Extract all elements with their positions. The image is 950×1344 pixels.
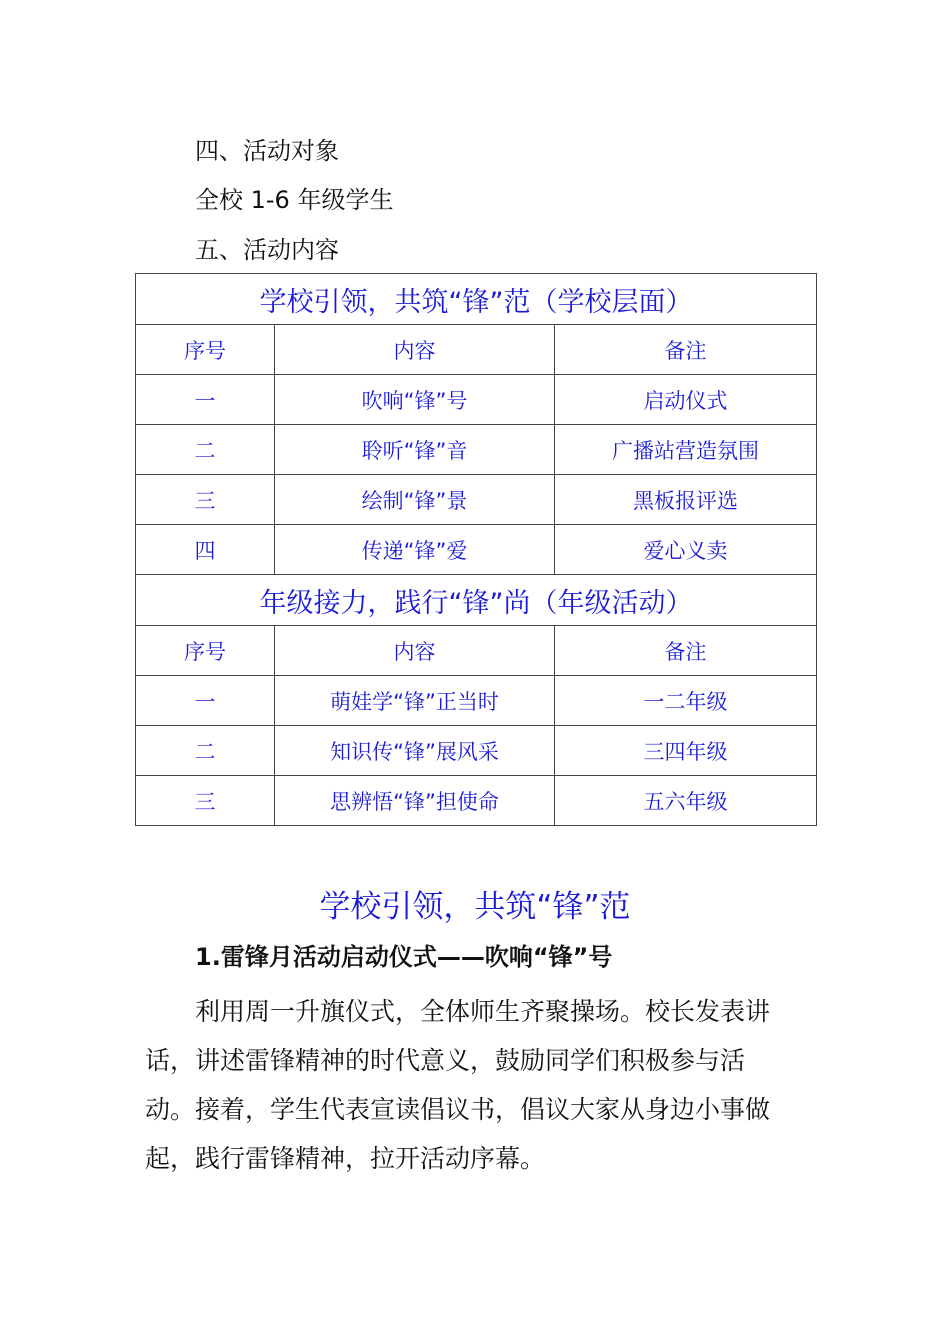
school-band-row <box>136 274 817 325</box>
row-notes-cell: 黑板报评选 <box>555 475 817 525</box>
table-row <box>136 475 817 525</box>
row-notes-cell: 五六年级 <box>555 776 817 826</box>
row-notes-cell: 爱心义卖 <box>555 525 817 575</box>
activity-content-table <box>135 273 817 826</box>
header-cell-index: 序号 <box>136 325 275 375</box>
school-band-title: 学校引领，共筑“锋”范（学校层面） <box>136 274 817 325</box>
row-index-cell: 二 <box>136 425 275 475</box>
row-content-cell: 聆听“锋”音 <box>275 425 555 475</box>
row-index-cell: 一 <box>136 375 275 425</box>
table-row <box>136 676 817 726</box>
row-content-cell: 吹响“锋”号 <box>275 375 555 425</box>
section-5-title: 五、活动内容 <box>195 236 339 264</box>
body-line: 利用周一升旗仪式，全体师生齐聚操场。校长发表讲 <box>195 997 771 1026</box>
row-content-cell: 知识传“锋”展风采 <box>275 726 555 776</box>
item-1-body <box>145 987 815 1183</box>
target-audience-text: 全校 1-6 年级学生 <box>195 186 394 214</box>
grade-band-title: 年级接力，践行“锋”尚（年级活动） <box>136 575 817 626</box>
body-line: 话，讲述雷锋精神的时代意义，鼓励同学们积极参与活 <box>145 1046 746 1075</box>
header-cell-notes: 备注 <box>555 626 817 676</box>
item-1-title: 1.雷锋月活动启动仪式——吹响“锋”号 <box>195 943 613 971</box>
table-row <box>136 776 817 826</box>
body-line: 起，践行雷锋精神，拉开活动序幕。 <box>145 1144 546 1173</box>
table-row <box>136 425 817 475</box>
table-row <box>136 375 817 425</box>
school-section-heading: 学校引领，共筑“锋”范 <box>319 889 631 925</box>
row-index-cell: 一 <box>136 676 275 726</box>
row-content-cell: 萌娃学“锋”正当时 <box>275 676 555 726</box>
table-row <box>136 525 817 575</box>
row-index-cell: 三 <box>136 776 275 826</box>
school-header-row <box>136 325 817 375</box>
header-cell-content: 内容 <box>275 325 555 375</box>
row-content-cell: 传递“锋”爱 <box>275 525 555 575</box>
row-notes-cell: 启动仪式 <box>555 375 817 425</box>
row-notes-cell: 三四年级 <box>555 726 817 776</box>
grade-header-row <box>136 626 817 676</box>
table-row <box>136 726 817 776</box>
body-line: 动。接着，学生代表宣读倡议书，倡议大家从身边小事做 <box>145 1095 771 1124</box>
header-cell-content: 内容 <box>275 626 555 676</box>
row-index-cell: 四 <box>136 525 275 575</box>
section-4-title: 四、活动对象 <box>195 137 339 165</box>
row-content-cell: 绘制“锋”景 <box>275 475 555 525</box>
grade-band-row <box>136 575 817 626</box>
row-notes-cell: 一二年级 <box>555 676 817 726</box>
row-index-cell: 二 <box>136 726 275 776</box>
header-cell-notes: 备注 <box>555 325 817 375</box>
row-content-cell: 思辨悟“锋”担使命 <box>275 776 555 826</box>
row-index-cell: 三 <box>136 475 275 525</box>
header-cell-index: 序号 <box>136 626 275 676</box>
row-notes-cell: 广播站营造氛围 <box>555 425 817 475</box>
